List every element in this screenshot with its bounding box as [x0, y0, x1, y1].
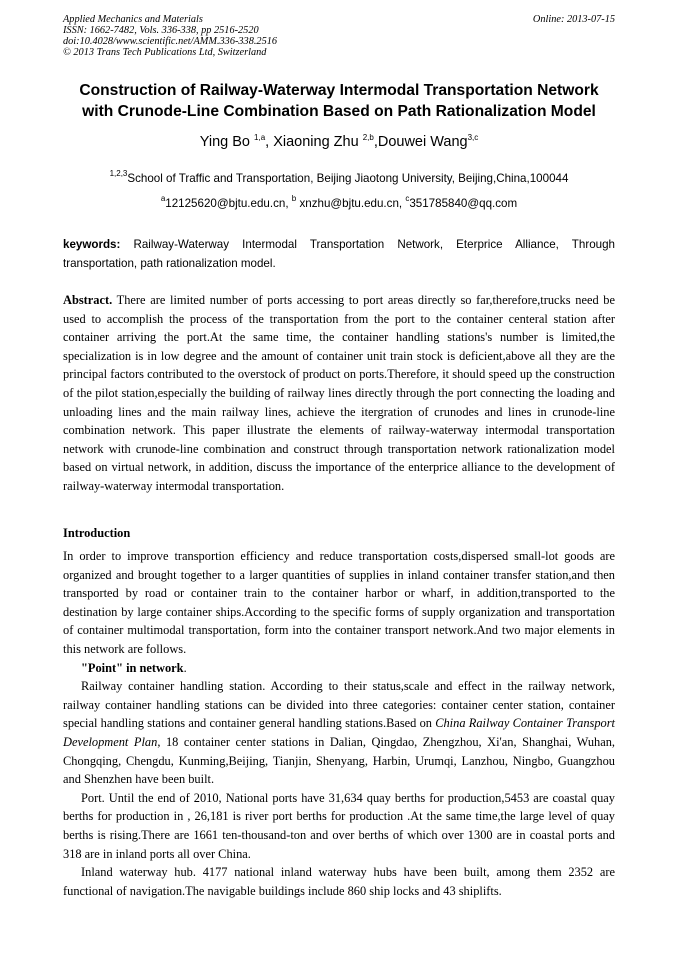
- copyright-line: © 2013 Trans Tech Publications Ltd, Switzerland: [63, 47, 267, 58]
- intro-paragraph: Railway container handling station. According to their status,scale and effect in the railway network, railway container handling stations can be divided into three categories: container center station, container special handling stations and container general handling stations.Based on China Railway Container Transport Development Plan, 18 container center stations in Dalian, Qingdao, Zhengzhou, Xi'an, Shanghai, Wuhan, Chongqing, Chengdu, Kunming,Beijing, Tianjin, Shenyang, Harbin, Urumqi, Lanzhou, Ningbo, Guangzhou and Shenzhen have been built.: [63, 679, 616, 787]
- author-name: Ying Bo: [199, 134, 255, 150]
- email: 351785840@qq.com: [409, 197, 518, 210]
- intro-paragraph: Port. Until the end of 2010, National ports have 31,634 quay berths for production,5453 are coastal quay berths for production in , 26,181 is river port berths for production .At the same time,the large level of quay berths is rising.There are 1661 ten-thousand-ton and over berths of which over 1300 are in coastal ports and 318 are in inland ports all over China.: [63, 790, 615, 861]
- abstract-text: There are limited number of ports accessing to port areas directly so far,therefore,trucks need be used to accomplish the process of the transportation from the port to the container centeral station after container arriving the port.At the same time, the container handling stations's number is limited,the specialization is in low degree and the amount of container unit train stock is deficient,above all they are the principal factors contributed to the overstock of product on ports.Therefore, it should speed up the construction of the pilot station,especially the building of railway lines directly through the port connecting the loading and unloading lines and the main railway lines, achieve the itergration of crunodes and lines in crunode-line combination network. This paper illustrate the elements of railway-waterway intermodal transportation network with crunode-line combination and construct through transportation network rationalization model based on virtual network, in addition, discuss the importance of the enterprice alliance to the development of railway-waterway intermodal transportation.: [63, 293, 615, 493]
- title-line-2: with Crunode-Line Combination Based on Path Rationalization Model: [82, 103, 596, 120]
- affiliation-text: School of Traffic and Transportation, Beijing Jiaotong University, Beijing,China,100044: [127, 172, 569, 185]
- abstract-label: Abstract.: [63, 293, 113, 307]
- email-sup: c: [405, 194, 410, 203]
- author-affil-sup: 1,a: [254, 133, 266, 142]
- email-sup: a: [160, 194, 166, 203]
- email: 12125620@bjtu.edu.cn,: [165, 197, 292, 210]
- introduction-section: [63, 547, 615, 900]
- email-sup: b: [291, 194, 297, 203]
- affiliation-sup: 1,2,3: [109, 169, 128, 178]
- email: xnzhu@bjtu.edu.cn,: [296, 197, 406, 210]
- author-sep: ,: [265, 134, 274, 150]
- author-affil-sup: 2,b: [362, 133, 374, 142]
- subsection-heading: "Point" in network.: [81, 660, 187, 675]
- author-list: [40, 134, 638, 150]
- journal-name: Applied Mechanics and Materials: [63, 14, 203, 25]
- subsection-heading-text: "Point" in network: [81, 660, 184, 675]
- keywords-section: [63, 235, 615, 273]
- doi-line: doi:10.4028/www.scientific.net/AMM.336-338.2516: [63, 36, 278, 47]
- title-line-1: Construction of Railway-Waterway Intermodal Transportation Network: [79, 82, 599, 99]
- keywords-text: Railway-Waterway Intermodal Transportation Network, Eterprice Alliance, Through transportation, path rationalization model.: [63, 238, 615, 270]
- author-name: Douwei Wang: [377, 134, 468, 150]
- online-date: Online: 2013-07-15: [532, 14, 615, 25]
- plan-title: China Railway Container Transport Development Plan: [63, 716, 615, 749]
- abstract-section: [63, 291, 615, 496]
- intro-paragraph: In order to improve transportion efficiency and reduce transportation costs,dispersed small-lot goods are organized and brought together to a larger quantities of supplies in inland container transfer station,and then transported by road or container train to the container harbor or wharf, in addition,transported to the destination by large container ships.According to the specific forms of supply organization and transportation of container multimodal transportation, form into the container transport network.And two major elements in this network are follows.: [63, 549, 615, 656]
- author-name: Xiaoning Zhu: [273, 134, 363, 150]
- keywords-label: keywords:: [63, 238, 121, 251]
- issn-line: ISSN: 1662-7482, Vols. 336-338, pp 2516-2520: [63, 25, 259, 36]
- running-header: [63, 14, 615, 58]
- author-sep: ,: [373, 134, 378, 150]
- email-list: [40, 194, 638, 210]
- paper-title: [40, 80, 638, 122]
- author-affil-sup: 3,c: [467, 133, 479, 142]
- intro-paragraph: Inland waterway hub. 4177 national inland waterway hubs have been built, among them 2352 are functional of navigation.The navigable buildings include 860 ship locks and 43 shiplifts.: [63, 865, 615, 898]
- section-heading-introduction: Introduction: [63, 526, 131, 540]
- affiliation: [40, 169, 638, 185]
